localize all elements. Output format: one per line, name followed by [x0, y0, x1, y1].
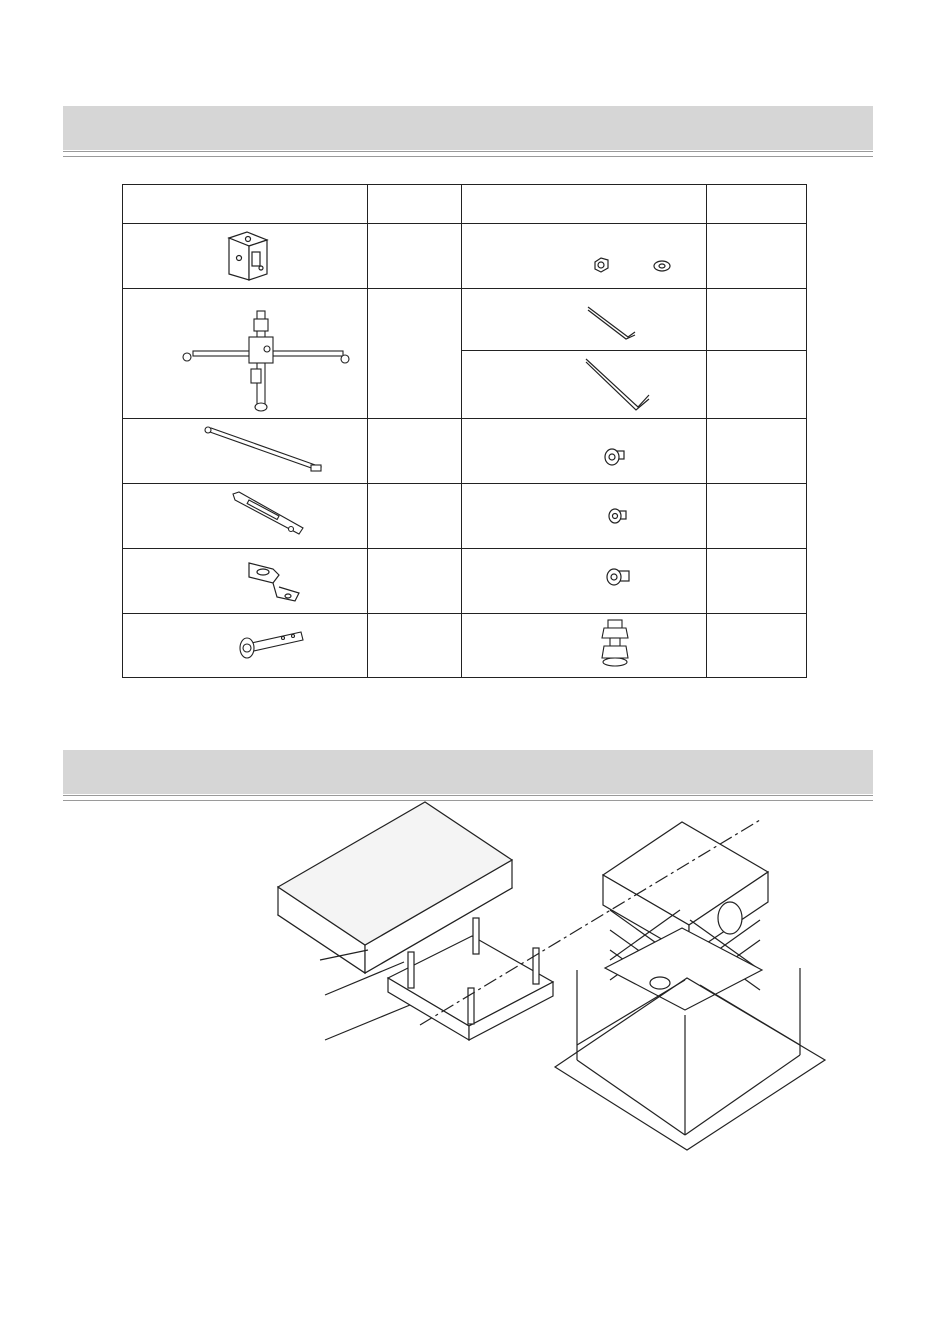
- qty-cell: [706, 289, 806, 351]
- small-hex-key-icon: [462, 289, 706, 350]
- section-header-band: [63, 106, 873, 150]
- header-qty: [367, 185, 461, 224]
- slotted-plate-icon: [123, 484, 367, 548]
- qty-cell: [706, 484, 806, 549]
- header-part: [123, 185, 368, 224]
- qty-cell: [367, 484, 461, 549]
- qty-cell: [367, 614, 461, 678]
- parts-table: [122, 184, 807, 678]
- part-cell: [461, 419, 706, 484]
- part-cell: [123, 224, 368, 289]
- section-header-band: [63, 750, 873, 794]
- part-cell: [461, 484, 706, 549]
- qty-cell: [367, 549, 461, 614]
- qty-cell: [706, 351, 806, 419]
- angle-bracket-icon: [123, 549, 367, 613]
- flange-screw-icon: [462, 419, 706, 483]
- table-row: [123, 549, 807, 614]
- small-screw-icon: [462, 484, 706, 548]
- part-cell: [461, 614, 706, 678]
- part-cell: [461, 351, 706, 419]
- qty-cell: [706, 224, 806, 289]
- qty-cell: [367, 224, 461, 289]
- qty-cell: [706, 549, 806, 614]
- threaded-rod-icon: [123, 419, 367, 483]
- large-hex-key-icon: [462, 351, 706, 418]
- part-cell: [123, 549, 368, 614]
- part-cell: [123, 484, 368, 549]
- header-part: [461, 185, 706, 224]
- qty-cell: [706, 614, 806, 678]
- table-row: [123, 224, 807, 289]
- table-header-row: [123, 185, 807, 224]
- cap-screw-icon: [462, 549, 706, 613]
- bracket-block-icon: [123, 224, 367, 288]
- part-cell: [461, 549, 706, 614]
- part-cell: [123, 419, 368, 484]
- qty-cell: [367, 419, 461, 484]
- expansion-anchor-bolt-icon: [123, 614, 367, 677]
- ceiling-lift-installation-diagram-icon: [0, 800, 933, 1170]
- table-row: [123, 614, 807, 678]
- section-divider: [63, 151, 873, 157]
- qty-cell: [706, 419, 806, 484]
- part-cell: [461, 289, 706, 351]
- table-row: [123, 484, 807, 549]
- qty-cell: [367, 289, 461, 419]
- coupling-nut-bolt-icon: [462, 614, 706, 677]
- cross-mount-spider-icon: [123, 289, 367, 417]
- nut-and-washer-icon: [462, 224, 706, 288]
- part-cell: [461, 224, 706, 289]
- part-cell: [123, 289, 368, 419]
- bottom-platform: [605, 928, 762, 1010]
- part-cell: [123, 614, 368, 678]
- table-row: [123, 289, 807, 351]
- header-qty: [706, 185, 806, 224]
- table-row: [123, 419, 807, 484]
